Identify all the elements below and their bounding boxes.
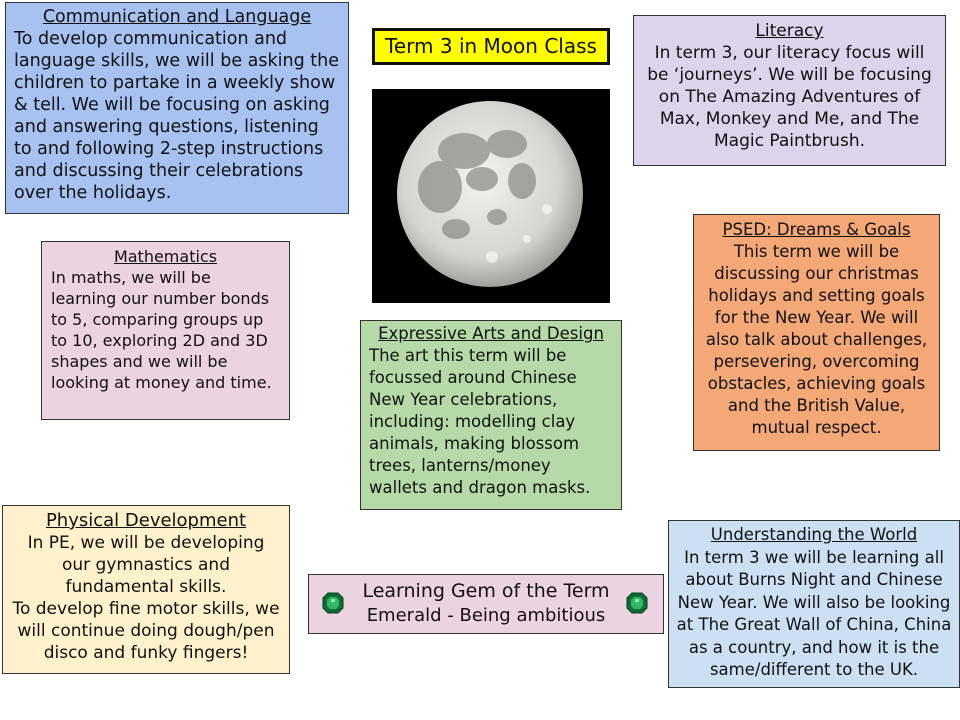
literacy-text: In term 3, our literacy focus will be ‘journeys’. We will be focusing on The Amazing Adventures of Max, Monkey and Me, and The Magic Paintbrush. bbox=[647, 43, 932, 151]
physical-text-2: To develop fine motor skills, we will continue doing dough/pen disco and funky fingers! bbox=[12, 599, 280, 663]
mathematics-box bbox=[41, 241, 290, 420]
emerald-gem-icon bbox=[625, 591, 649, 615]
psed-text: This term we will be discussing our christmas holidays and setting goals for the New Year. We will also talk about challenges, persevering, overcoming obstacles, achieving goals and the British Value, mutual respect. bbox=[705, 242, 928, 437]
physical-text-1: In PE, we will be developing our gymnastics and fundamental skills. bbox=[27, 533, 265, 597]
gem-title: Learning Gem of the Term bbox=[362, 580, 610, 602]
page-title: Term 3 in Moon Class bbox=[372, 28, 610, 65]
expressive-arts-text: The art this term will be focussed around Chinese New Year celebrations, including: modelling clay animals, making blossom trees, lanterns/money wallets and dragon masks. bbox=[369, 346, 591, 497]
mathematics-heading: Mathematics bbox=[113, 247, 218, 266]
psed-heading: PSED: Dreams & Goals bbox=[722, 220, 911, 239]
expressive-arts-heading: Expressive Arts and Design bbox=[378, 324, 604, 343]
moon-photo bbox=[372, 89, 610, 303]
understanding-world-text: In term 3 we will be learning all about Burns Night and Chinese New Year. We will also be looking at The Great Wall of China, China as a country, and how it is the same/different to the UK. bbox=[676, 547, 952, 679]
communication-text: To develop communication and language skills, we will be asking the children to partake in a weekly show & tell. We will be focusing on asking and answering questions, listening to and following 2-step instructions and discussing their celebrations over the holidays. bbox=[14, 29, 339, 203]
communication-language-box bbox=[5, 2, 349, 214]
expressive-arts-box bbox=[360, 320, 622, 510]
moon-image bbox=[372, 89, 610, 303]
understanding-world-heading: Understanding the World bbox=[710, 525, 918, 544]
gem-text: Emerald - Being ambitious bbox=[366, 605, 606, 626]
emerald-gem-icon bbox=[321, 591, 345, 615]
physical-heading: Physical Development bbox=[45, 510, 247, 531]
psed-box bbox=[693, 214, 940, 451]
understanding-world-box bbox=[668, 520, 960, 688]
learning-gem-box bbox=[308, 574, 664, 634]
communication-heading: Communication and Language bbox=[42, 7, 312, 27]
mathematics-text: In maths, we will be learning our number bonds to 5, comparing groups up to 10, exploring 2D and 3D shapes and we will be looking at money and time. bbox=[51, 268, 272, 392]
literacy-box bbox=[633, 15, 946, 166]
physical-development-box bbox=[2, 505, 290, 674]
literacy-heading: Literacy bbox=[755, 21, 824, 41]
